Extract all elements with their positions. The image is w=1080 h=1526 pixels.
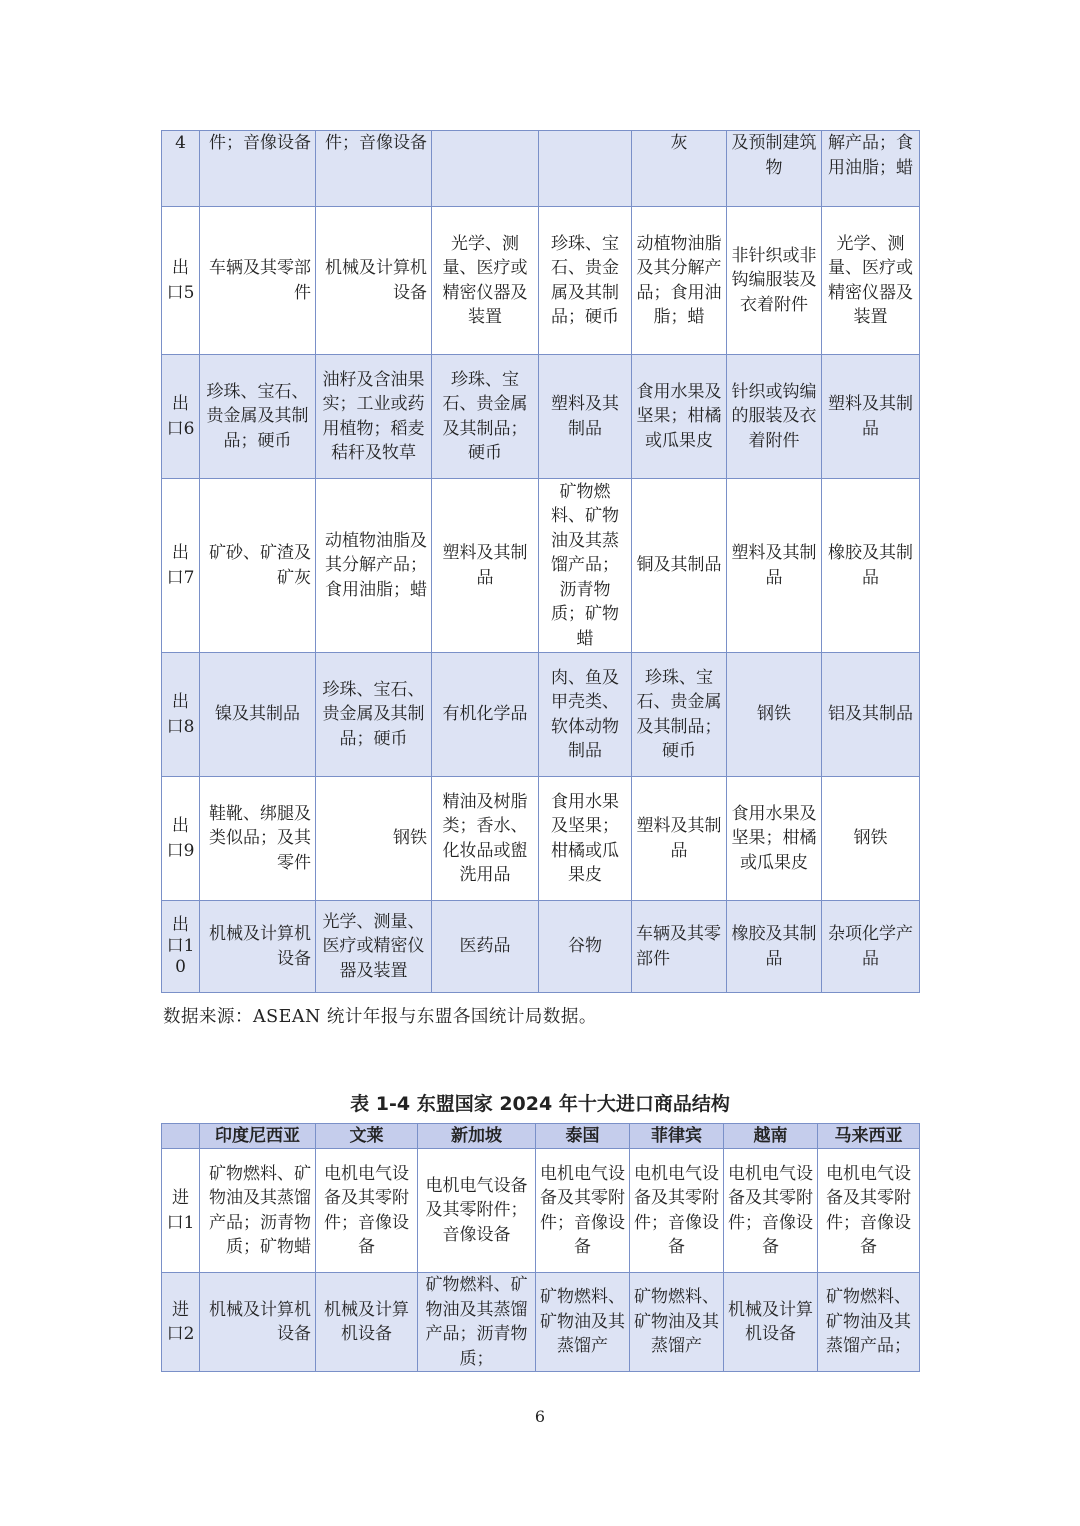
table-cell: 谷物 xyxy=(539,901,632,993)
table-cell: 件；音像设备 xyxy=(316,131,432,207)
table-cell: 车辆及其零部件 xyxy=(200,207,316,355)
page-number: 6 xyxy=(534,1407,546,1426)
header-cell: 印度尼西亚 xyxy=(200,1124,316,1149)
table-cell: 矿物燃料、矿物油及其蒸馏产品； xyxy=(818,1273,920,1372)
table-row xyxy=(162,1149,920,1273)
table-cell: 橡胶及其制品 xyxy=(727,901,822,993)
table-cell: 光学、测量、医疗或精密仪器及装置 xyxy=(432,207,539,355)
row-label: 进口1 xyxy=(162,1149,200,1273)
table-cell: 塑料及其制品 xyxy=(632,777,727,901)
table-cell: 塑料及其制品 xyxy=(539,355,632,479)
table-cell: 电机电气设备及其零附件；音像设备 xyxy=(536,1149,630,1273)
table-cell: 杂项化学产品 xyxy=(822,901,920,993)
export-commodity-table xyxy=(161,130,920,993)
import-commodity-table xyxy=(161,1123,920,1372)
table-cell: 电机电气设备及其零附件；音像设备 xyxy=(316,1149,418,1273)
table-row xyxy=(162,1273,920,1372)
header-cell: 菲律宾 xyxy=(630,1124,724,1149)
row-label: 出口7 xyxy=(162,479,200,653)
table-row xyxy=(162,479,920,653)
table-cell: 及预制建筑物 xyxy=(727,131,822,207)
table-cell: 电机电气设备及其零附件；音像设备 xyxy=(818,1149,920,1273)
table-cell: 精油及树脂类；香水、化妆品或盥洗用品 xyxy=(432,777,539,901)
table-cell: 机械及计算机设备 xyxy=(724,1273,818,1372)
header-cell: 新加坡 xyxy=(418,1124,536,1149)
table-cell: 矿物燃料、矿物油及其蒸馏产品；沥青物质；矿物蜡 xyxy=(200,1149,316,1273)
table-cell: 钢铁 xyxy=(727,653,822,777)
table-cell: 矿物燃料、矿物油及其蒸馏产 xyxy=(630,1273,724,1372)
table-cell: 鞋靴、绑腿及类似品；及其零件 xyxy=(200,777,316,901)
table-cell: 橡胶及其制品 xyxy=(822,479,920,653)
table-row xyxy=(162,207,920,355)
table-cell: 铝及其制品 xyxy=(822,653,920,777)
table-cell: 钢铁 xyxy=(822,777,920,901)
table-cell: 塑料及其制品 xyxy=(822,355,920,479)
table-cell: 食用水果及坚果；柑橘或瓜果皮 xyxy=(632,355,727,479)
table-cell: 铜及其制品 xyxy=(632,479,727,653)
table-cell: 珍珠、宝石、贵金属及其制品；硬币 xyxy=(316,653,432,777)
table-cell xyxy=(539,131,632,207)
row-label: 出口6 xyxy=(162,355,200,479)
table-cell: 珍珠、宝石、贵金属及其制品；硬币 xyxy=(539,207,632,355)
table-cell: 非针织或非钩编服装及衣着附件 xyxy=(727,207,822,355)
table-cell: 动植物油脂及其分解产品；食用油脂；蜡 xyxy=(316,479,432,653)
table-cell: 钢铁 xyxy=(316,777,432,901)
header-cell: 马来西亚 xyxy=(818,1124,920,1149)
header-cell: 越南 xyxy=(724,1124,818,1149)
table-cell: 矿物燃料、矿物油及其蒸馏产品；沥青物质；矿物蜡 xyxy=(539,479,632,653)
table-cell: 动植物油脂及其分解产品；食用油脂；蜡 xyxy=(632,207,727,355)
header-cell: 文莱 xyxy=(316,1124,418,1149)
table-cell: 机械及计算机设备 xyxy=(200,1273,316,1372)
row-label: 出口8 xyxy=(162,653,200,777)
table-caption: 表 1-4 东盟国家 2024 年十大进口商品结构 xyxy=(350,1093,730,1115)
table-cell: 解产品；食用油脂；蜡 xyxy=(822,131,920,207)
header-cell: 泰国 xyxy=(536,1124,630,1149)
table-cell: 件；音像设备 xyxy=(200,131,316,207)
table-cell: 塑料及其制品 xyxy=(727,479,822,653)
table-row xyxy=(162,901,920,993)
table-row xyxy=(162,777,920,901)
table-cell: 针织或钩编的服装及衣着附件 xyxy=(727,355,822,479)
table-cell: 食用水果及坚果；柑橘或瓜果皮 xyxy=(539,777,632,901)
row-label: 出口10 xyxy=(162,901,200,993)
table-cell: 车辆及其零部件 xyxy=(632,901,727,993)
header-cell xyxy=(162,1124,200,1149)
table-row xyxy=(162,653,920,777)
row-label: 出口5 xyxy=(162,207,200,355)
table-cell: 医药品 xyxy=(432,901,539,993)
table-cell: 矿物燃料、矿物油及其蒸馏产品；沥青物质； xyxy=(418,1273,536,1372)
table-cell: 灰 xyxy=(632,131,727,207)
row-label: 出口9 xyxy=(162,777,200,901)
header-row xyxy=(162,1124,920,1149)
table-cell: 机械及计算机设备 xyxy=(316,1273,418,1372)
table-cell: 肉、鱼及甲壳类、软体动物制品 xyxy=(539,653,632,777)
table-cell: 珍珠、宝石、贵金属及其制品；硬币 xyxy=(632,653,727,777)
table-cell: 矿砂、矿渣及矿灰 xyxy=(200,479,316,653)
table-cell xyxy=(432,131,539,207)
table-cell: 食用水果及坚果；柑橘或瓜果皮 xyxy=(727,777,822,901)
row-label: 进口2 xyxy=(162,1273,200,1372)
table-cell: 塑料及其制品 xyxy=(432,479,539,653)
data-source-note: 数据来源：ASEAN 统计年报与东盟各国统计局数据。 xyxy=(163,1007,597,1027)
table-cell: 光学、测量、医疗或精密仪器及装置 xyxy=(316,901,432,993)
table-cell: 有机化学品 xyxy=(432,653,539,777)
table-cell: 矿物燃料、矿物油及其蒸馏产 xyxy=(536,1273,630,1372)
table-row xyxy=(162,131,920,207)
table-cell: 镍及其制品 xyxy=(200,653,316,777)
row-label: 4 xyxy=(162,131,200,207)
table-cell: 机械及计算机设备 xyxy=(316,207,432,355)
table-cell: 油籽及含油果实；工业或药用植物；稻麦秸秆及牧草 xyxy=(316,355,432,479)
table-cell: 电机电气设备及其零附件；音像设备 xyxy=(724,1149,818,1273)
table-cell: 电机电气设备及其零附件；音像设备 xyxy=(630,1149,724,1273)
table-cell: 机械及计算机设备 xyxy=(200,901,316,993)
table-row xyxy=(162,355,920,479)
table-cell: 珍珠、宝石、贵金属及其制品；硬币 xyxy=(432,355,539,479)
table-cell: 珍珠、宝石、贵金属及其制品；硬币 xyxy=(200,355,316,479)
table-cell: 电机电气设备及其零附件；音像设备 xyxy=(418,1149,536,1273)
table-cell: 光学、测量、医疗或精密仪器及装置 xyxy=(822,207,920,355)
